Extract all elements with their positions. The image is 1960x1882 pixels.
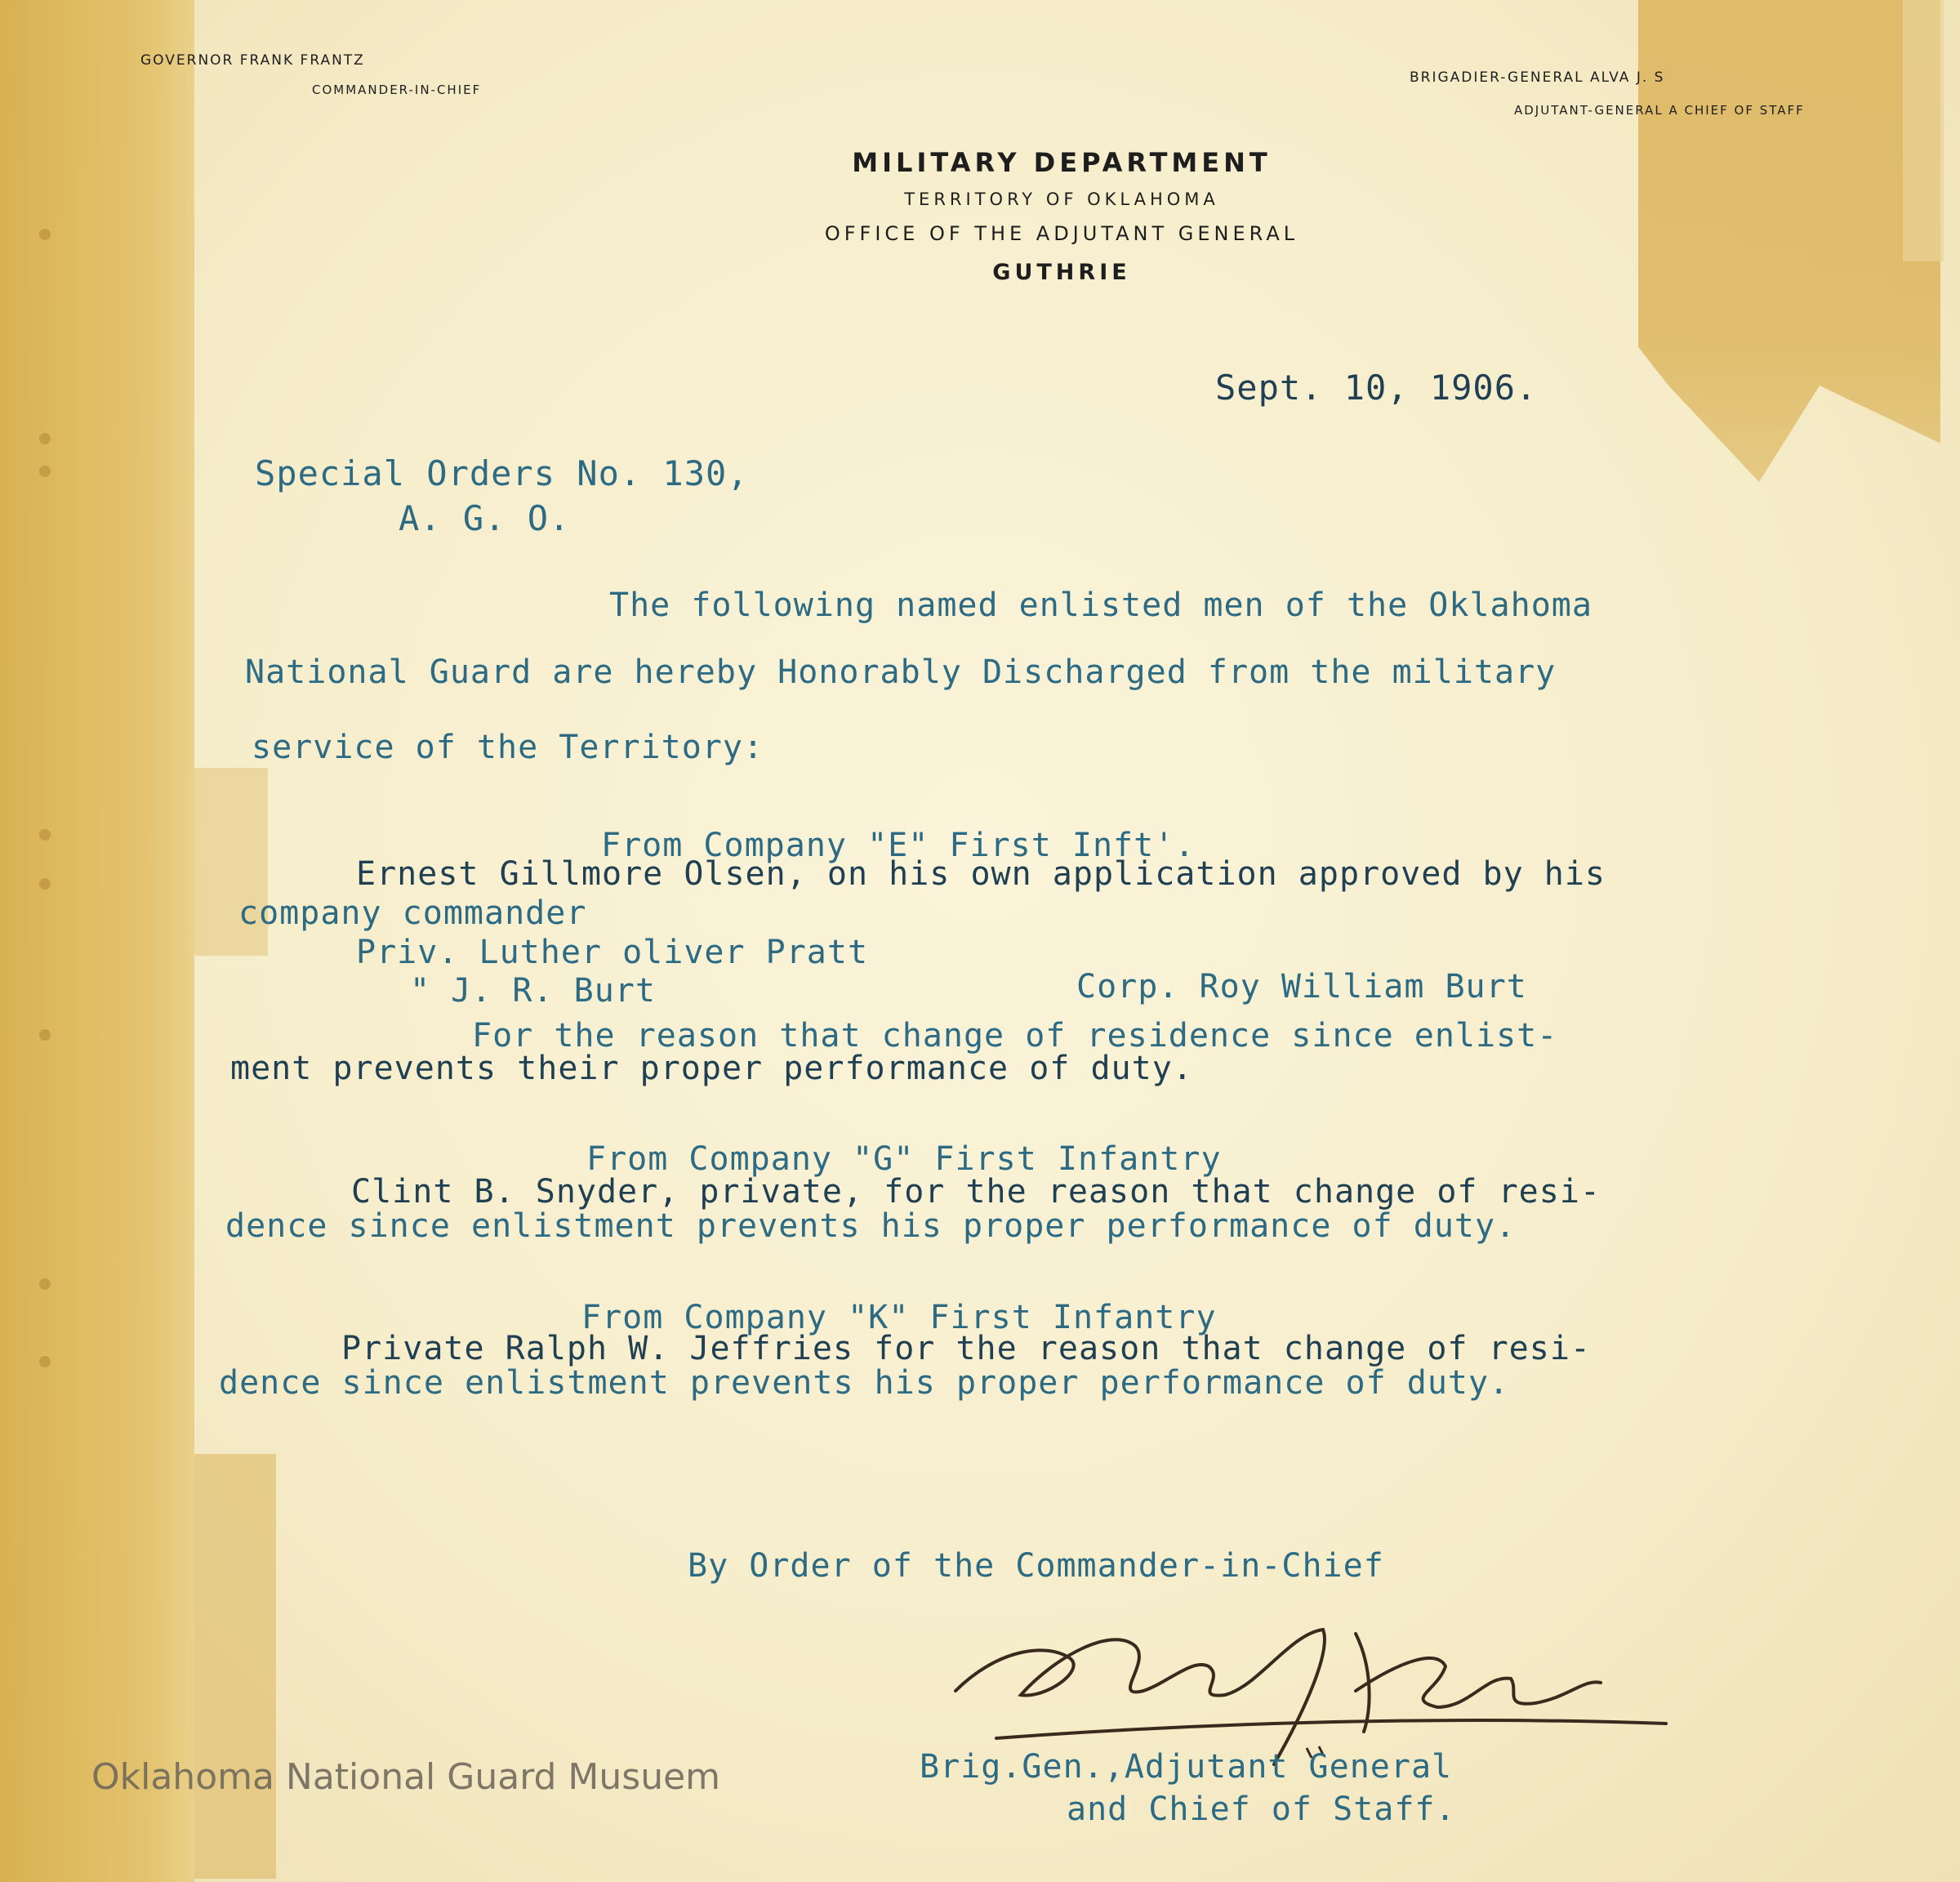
section-e-heading: From Company "E" First Inft'. [601,827,1196,864]
binder-hole [39,466,51,477]
museum-watermark: Oklahoma National Guard Musuem [91,1756,721,1798]
binder-hole [39,1029,51,1041]
section-e-line: Ernest Gillmore Olsen, on his own application approved by his [356,855,1606,893]
territory-heading: TERRITORY OF OKLAHOMA [904,190,1219,209]
section-e-line: company commander [238,894,587,932]
closing-title: Brig.Gen.,Adjutant General [920,1748,1453,1786]
section-e-name-right: Corp. Roy William Burt [1076,968,1527,1006]
brigadier-name: BRIGADIER-GENERAL ALVA J. S [1410,69,1665,86]
section-e-reason: ment prevents their proper performance of duty. [230,1050,1193,1087]
binder-hole [39,829,51,841]
binder-hole [39,1356,51,1367]
tape-strip-right [1638,0,1940,482]
order-number: Special Orders No. 130, [255,453,749,493]
binder-hole [39,878,51,890]
section-k-heading: From Company "K" First Infantry [581,1299,1217,1336]
closing-title: and Chief of Staff. [1067,1791,1456,1828]
tape-strip-right-edge [1903,0,1944,261]
section-g-line: dence since enlistment prevents his proper performance of duty. [225,1207,1517,1245]
tape-strip-left [0,0,194,1882]
section-e-reason: For the reason that change of residence since enlist- [472,1017,1558,1055]
section-k-line: Private Ralph W. Jeffries for the reason that change of resi- [341,1330,1592,1367]
tape-strip-middle-2 [194,1454,276,1879]
office-heading: OFFICE OF THE ADJUTANT GENERAL [824,222,1299,245]
order-ago: A. G. O. [399,498,571,538]
section-e-name-left: Priv. Luther oliver Pratt [356,934,869,971]
signature [947,1601,1674,1773]
binder-hole [39,1278,51,1290]
binder-hole [39,229,51,240]
intro-line: The following named enlisted men of the Oklahoma [609,586,1592,624]
department-heading: MILITARY DEPARTMENT [852,147,1272,178]
intro-line: National Guard are hereby Honorably Discharged from the military [245,653,1557,691]
section-k-line: dence since enlistment prevents his proper performance of duty. [219,1364,1510,1402]
governor-name: GOVERNOR FRANK FRANTZ [140,52,365,69]
binder-hole [39,433,51,444]
city-heading: GUTHRIE [992,260,1131,285]
section-g-line: Clint B. Snyder, private, for the reason that change of resi- [351,1173,1601,1211]
section-e-name-ditto: " J. R. Burt [410,972,656,1010]
brigadier-title: ADJUTANT-GENERAL A CHIEF OF STAFF [1514,103,1805,118]
by-order-line: By Order of the Commander-in-Chief [688,1547,1384,1585]
governor-title: COMMANDER-IN-CHIEF [312,83,482,97]
section-g-heading: From Company "G" First Infantry [586,1140,1222,1178]
intro-line: service of the Territory: [252,729,764,766]
order-date: Sept. 10, 1906. [1215,368,1538,408]
